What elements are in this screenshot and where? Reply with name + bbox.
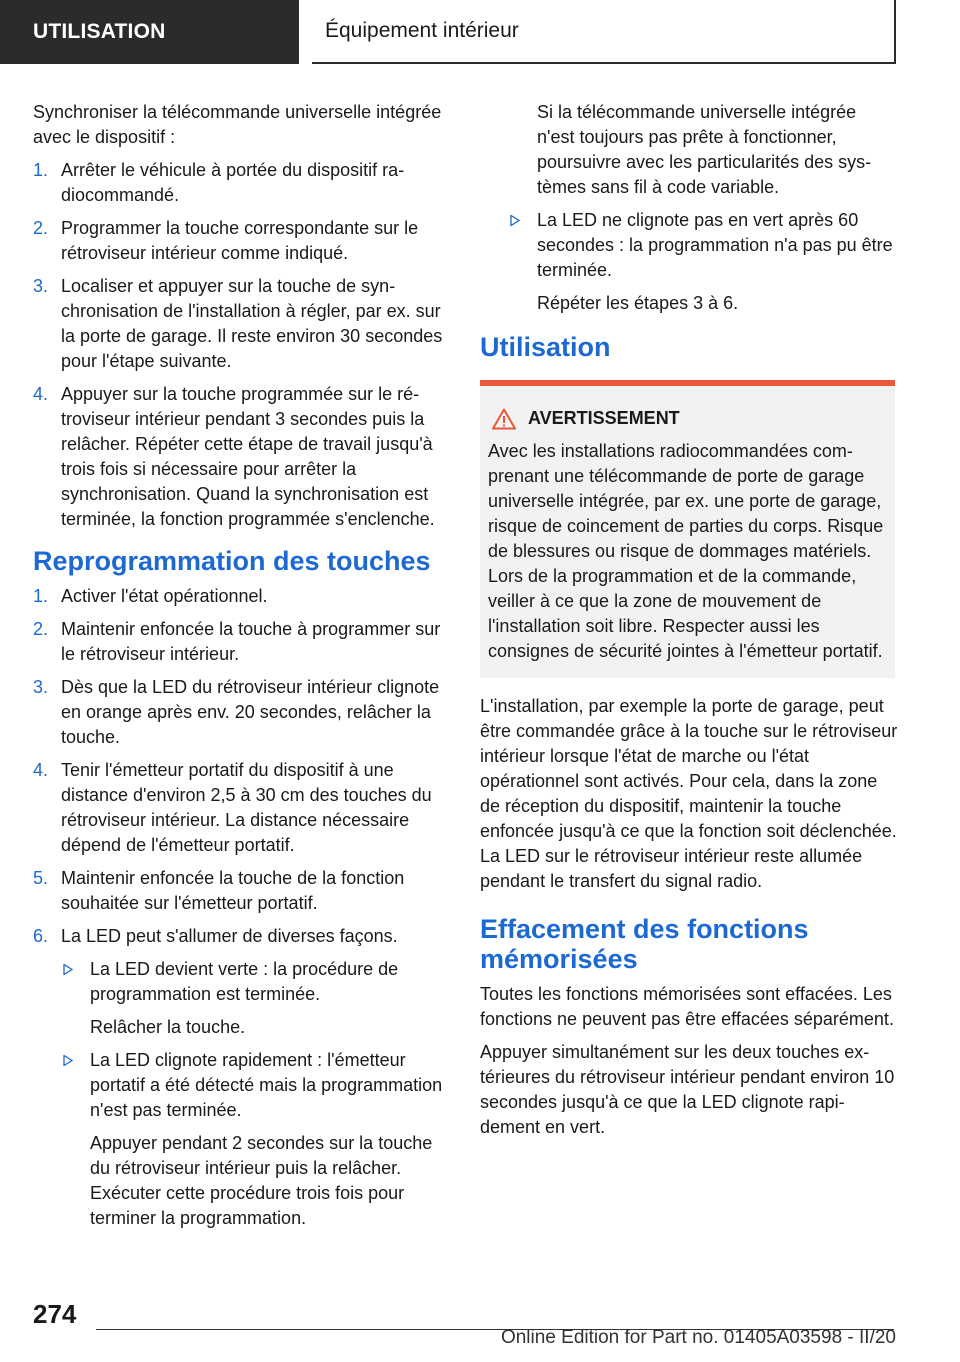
list-item bbox=[33, 675, 451, 750]
step-text: Dès que la LED du rétroviseur intérieur clignote en orange après env. 20 secondes, relâcher la touche. bbox=[61, 677, 440, 747]
step-number: 4. bbox=[33, 384, 49, 404]
step-number: 3. bbox=[33, 276, 49, 296]
step-text: Arrêter le véhicule à portée du dispositif radiocommandé. bbox=[61, 160, 405, 205]
step-text: Activer l'état opérationnel. bbox=[61, 586, 268, 606]
section-tab: UTILISATION bbox=[0, 0, 299, 64]
list-item bbox=[33, 158, 451, 208]
list-item bbox=[61, 1048, 451, 1231]
sync-intro: Synchroniser la télécommande universelle intégrée avec le dispositif : bbox=[33, 102, 442, 147]
warning-box bbox=[480, 380, 895, 678]
left-column bbox=[33, 100, 451, 1241]
step-text: Localiser et appuyer sur la touche de synchronisation de l'installation à régler, par ex. sur la porte de garage. Il reste environ 30 secondes pour l'étape suivante. bbox=[61, 276, 443, 371]
step-text: La LED peut s'allumer de diverses façons. bbox=[61, 926, 398, 946]
step-number: 2. bbox=[33, 619, 49, 639]
page-number: 274 bbox=[33, 1299, 77, 1329]
page-header bbox=[0, 0, 960, 64]
list-item bbox=[61, 957, 451, 1040]
erase-heading: Effacement des fonctions mémorisées bbox=[480, 914, 809, 974]
step-text: Maintenir enfoncée la touche à programmer sur le rétroviseur intérieur. bbox=[61, 619, 441, 664]
list-item bbox=[33, 617, 451, 667]
list-item bbox=[508, 208, 898, 316]
continuation-text: Si la télécommande universelle intégrée n'est toujours pas prête à fonctionner, poursuivre avec les particularités des systèmes sans fil à code variable. bbox=[537, 102, 872, 197]
reprogramming-heading: Reprogrammation des touches bbox=[33, 546, 431, 576]
step-number: 6. bbox=[33, 926, 49, 946]
list-item bbox=[33, 216, 451, 266]
step-number: 5. bbox=[33, 868, 49, 888]
warning-header bbox=[488, 406, 887, 431]
case-followup: Répéter les étapes 3 à 6. bbox=[537, 293, 739, 313]
warning-text: Avec les installations radiocommandées comprenant une télécommande de porte de garage universelle intégrée, par ex. une porte de garage, risque de coincement de parties du corps. Risque de blessures ou risque de dommages matériels. Lors de la programmation et de la commande, veiller à ce que la zone de mouvement de l'installation soit libre. Respecter aussi les consignes de sécurité jointes à l'émetteur portatif. bbox=[488, 441, 884, 661]
edition-note: Online Edition for Part no. 01405A03598 - II/20 bbox=[500, 1327, 896, 1348]
case-followup: Relâcher la touche. bbox=[90, 1017, 246, 1037]
led-cases-continued bbox=[508, 208, 898, 316]
step-number: 1. bbox=[33, 586, 49, 606]
warning-triangle-icon bbox=[492, 408, 516, 430]
erase-text-1: Toutes les fonctions mémorisées sont effacées. Les fonctions ne peuvent pas être effacées séparément. bbox=[480, 984, 894, 1029]
step-number: 3. bbox=[33, 677, 49, 697]
erase-text-2: Appuyer simultanément sur les deux touches extérieures du rétroviseur intérieur pendant environ 10 secondes jusqu'à ce que la LED clignote rapidement en vert. bbox=[480, 1042, 895, 1137]
triangle-right-icon bbox=[63, 964, 73, 975]
list-item bbox=[33, 866, 451, 916]
step-text: Maintenir enfoncée la touche de la fonction souhaitée sur l'émetteur portatif. bbox=[61, 868, 405, 913]
triangle-right-icon bbox=[510, 215, 520, 226]
triangle-right-icon bbox=[63, 1055, 73, 1066]
list-item bbox=[33, 382, 451, 532]
list-item bbox=[33, 758, 451, 858]
case-text: La LED clignote rapidement : l'émetteur portatif a été détecté mais la programmation n'est pas terminée. bbox=[90, 1050, 443, 1120]
right-column bbox=[480, 100, 898, 1148]
chapter-title: Équipement intérieur bbox=[312, 0, 896, 64]
usage-heading: Utilisation bbox=[480, 332, 611, 362]
step-number: 4. bbox=[33, 760, 49, 780]
step-number: 1. bbox=[33, 160, 49, 180]
list-item bbox=[33, 924, 451, 1231]
usage-text: L'installation, par exemple la porte de garage, peut être commandée grâce à la touche sur le rétroviseur intérieur lorsque l'état de marche ou l'état opérationnel sont activés. Pour cela, dans la zone de réception du dispositif, maintenir la touche enfoncée jusqu'à ce que la fonction soit déclenchée. La LED sur le rétroviseur intérieur reste allumée pendant le transfert du signal radio. bbox=[480, 696, 898, 891]
case-text: La LED ne clignote pas en vert après 60 secondes : la programmation n'a pas pu être terminée. bbox=[537, 210, 893, 280]
led-cases bbox=[61, 957, 451, 1231]
list-item bbox=[33, 584, 451, 609]
step-number: 2. bbox=[33, 218, 49, 238]
warning-title: AVERTISSEMENT bbox=[528, 408, 680, 428]
list-item bbox=[33, 274, 451, 374]
step-text: Programmer la touche correspondante sur le rétroviseur intérieur comme indiqué. bbox=[61, 218, 419, 263]
sync-steps bbox=[33, 158, 451, 532]
case-followup: Appuyer pendant 2 secondes sur la touche du rétroviseur intérieur puis la relâcher. Exécuter cette procédure trois fois pour terminer la programmation. bbox=[90, 1133, 433, 1228]
reprogramming-steps bbox=[33, 584, 451, 1231]
step-text: Appuyer sur la touche programmée sur le rétroviseur intérieur pendant 3 secondes puis la relâcher. Répéter cette étape de travail jusqu'à trois fois si nécessaire pour arrêter la synchronisation. Quand la synchronisation est terminée, la fonction programmée s'enclenche. bbox=[61, 384, 435, 529]
case-text: La LED devient verte : la procédure de programmation est terminée. bbox=[90, 959, 399, 1004]
step-text: Tenir l'émetteur portatif du dispositif à une distance d'environ 2,5 à 30 cm des touches du rétroviseur intérieur. La distance nécessaire dépend de l'émetteur portatif. bbox=[61, 760, 432, 855]
